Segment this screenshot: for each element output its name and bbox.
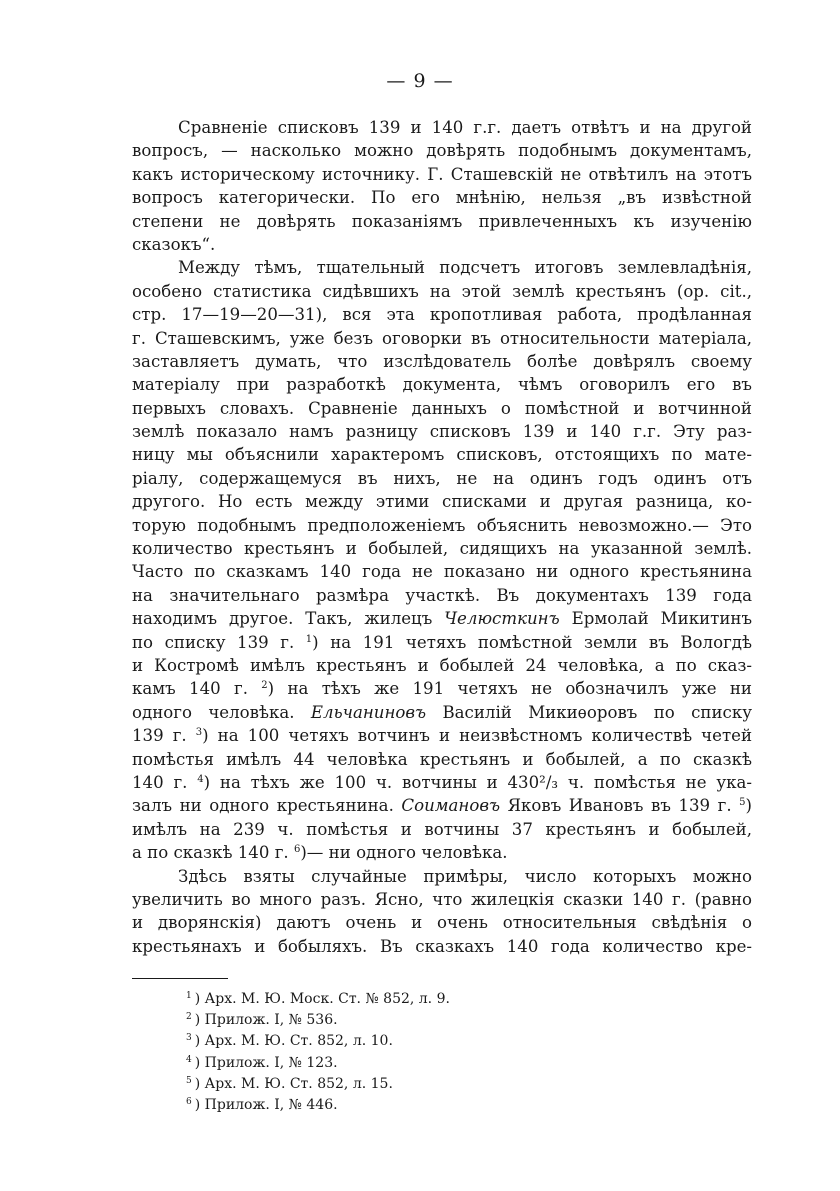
paragraph-1 bbox=[132, 116, 752, 256]
footnotes bbox=[186, 989, 450, 1116]
footnote-text: ) Прилож. I, № 446. bbox=[194, 1097, 338, 1114]
footnote-text: ) Арх. М. Ю. Моск. Ст. № 852, л. 9. bbox=[194, 991, 450, 1007]
footnote-ref: 2 bbox=[261, 680, 268, 692]
text-line bbox=[132, 631, 752, 654]
text-line: увеличить во много разъ. Ясно, что жилецкія сказки 140 г. (равно bbox=[132, 889, 752, 909]
text-line: вопросъ, — насколько можно довѣрять подобнымъ документамъ, bbox=[132, 141, 752, 161]
text-run: Ермолай Микитинъ bbox=[571, 609, 753, 629]
footnote bbox=[186, 1074, 450, 1095]
text-run: ) на 100 четяхъ вотчинъ и неизвѣстномъ количествѣ четей bbox=[202, 726, 753, 746]
footnote-text: ) Арх. М. Ю. Ст. 852, л. 10. bbox=[194, 1033, 393, 1050]
text-run: ) на тѣхъ же 191 четяхъ не обозначилъ уже ни bbox=[267, 679, 752, 699]
page-number: — 9 — bbox=[386, 70, 454, 92]
footnote-ref: 5 bbox=[739, 797, 746, 809]
text-run: камъ 140 г. bbox=[132, 679, 248, 699]
footnote-ref: 1 bbox=[305, 633, 313, 645]
footnote bbox=[186, 1010, 450, 1031]
text-line: количество крестьянъ и бобылей, сидящихъ на указанной землѣ. bbox=[132, 539, 752, 559]
person-name: Челюсткинъ bbox=[444, 609, 560, 629]
text-line: Часто по сказкамъ 140 года не показано ни одного крестьянина bbox=[132, 562, 752, 582]
footnote-ref: 3 bbox=[195, 727, 203, 739]
text-line: степени не довѣрять показаніямъ привлеченныхъ къ изученію bbox=[132, 211, 752, 231]
footnote bbox=[186, 1031, 450, 1052]
text-line: другого. Но есть между этими списками и другая разница, ко- bbox=[132, 492, 752, 512]
text-run: Василій Микиѳоровъ по списку bbox=[442, 702, 752, 722]
footnote-text: ) Прилож. I, № 123. bbox=[194, 1054, 338, 1071]
footnote-ref: 4 bbox=[197, 773, 204, 785]
text-line: на значительнаго размѣра участкѣ. Въ документахъ 139 года bbox=[132, 585, 752, 605]
person-name: Соимановъ bbox=[401, 796, 501, 816]
text-line: особено статистика сидѣвшихъ на этой землѣ крестьянъ (ор. cit., bbox=[132, 281, 752, 301]
text-line bbox=[132, 771, 752, 794]
footnote bbox=[186, 1053, 450, 1074]
text-line: и дворянскія) даютъ очень и очень относительныя свѣдѣнія о bbox=[132, 913, 752, 933]
footnote-text: ) Арх. М. Ю. Ст. 852, л. 15. bbox=[194, 1075, 393, 1092]
text-line: Здѣсь взяты случайные примѣры, число которыхъ можно bbox=[178, 866, 752, 886]
text-run: )— ни одного человѣка. bbox=[300, 843, 508, 863]
footnote-mark: 2 bbox=[186, 1012, 192, 1023]
text-line: землѣ показало намъ разницу списковъ 139 и 140 г.г. Эту раз- bbox=[132, 422, 752, 442]
text-line bbox=[132, 607, 752, 630]
person-name: Ельчаниновъ bbox=[310, 702, 427, 722]
text-run: находимъ другое. Такъ, жилецъ bbox=[132, 609, 433, 629]
paragraph-3 bbox=[132, 865, 752, 959]
text-run: а по сказкѣ 140 г. bbox=[132, 843, 289, 863]
text-run: по списку 139 г. bbox=[132, 632, 295, 652]
text-line: и Костромѣ имѣлъ крестьянъ и бобылей 24 человѣка, а по сказ- bbox=[132, 655, 752, 675]
text-line: вопросъ категорически. По его мнѣнію, нельзя „въ извѣстной bbox=[132, 188, 752, 208]
footnote-mark: 5 bbox=[186, 1075, 192, 1086]
paragraph-2 bbox=[132, 256, 752, 864]
text-line bbox=[132, 841, 752, 864]
text-line: г. Сташевскимъ, уже безъ оговорки въ относительности матеріала, bbox=[132, 328, 752, 348]
text-run: одного человѣка. bbox=[132, 702, 295, 722]
text-line: какъ историческому источнику. Г. Сташевскій не отвѣтилъ на этотъ bbox=[132, 164, 752, 184]
text-line: заставляетъ думать, что изслѣдователь болѣе довѣрялъ своему bbox=[132, 351, 752, 371]
text-line bbox=[132, 677, 752, 700]
text-line: имѣлъ на 239 ч. помѣстья и вотчины 37 крестьянъ и бобылей, bbox=[132, 819, 752, 839]
text-line bbox=[132, 701, 752, 724]
text-line: помѣстья имѣлъ 44 человѣка крестьянъ и бобылей, а по сказкѣ bbox=[132, 749, 752, 769]
text-line: крестьянахъ и бобыляхъ. Въ сказкахъ 140 года количество кре- bbox=[132, 936, 752, 956]
footnote-divider bbox=[132, 978, 228, 979]
text-line: торую подобнымъ предположеніемъ объяснить невозможно.— Это bbox=[132, 515, 752, 535]
text-line: ріалу, содержащемуся въ нихъ, не на одинъ годъ одинъ отъ bbox=[132, 468, 752, 488]
text-run: ) на тѣхъ же 100 ч. вотчины и 430²/₃ ч. помѣстья не ука- bbox=[203, 772, 752, 792]
text-run: ) на 191 четяхъ помѣстной земли въ Вологдѣ bbox=[312, 632, 752, 652]
text-line bbox=[132, 794, 752, 817]
text-line: матеріалу при разработкѣ документа, чѣмъ оговорилъ его въ bbox=[132, 375, 752, 395]
text-line: стр. 17—19—20—31), вся эта кропотливая работа, продѣланная bbox=[132, 305, 752, 325]
text-line: первыхъ словахъ. Сравненіе данныхъ о помѣстной и вотчинной bbox=[132, 398, 752, 418]
footnote-ref: 6 bbox=[293, 844, 301, 856]
text-run: залъ ни одного крестьянина. bbox=[132, 796, 394, 816]
text-line: Между тѣмъ, тщательный подсчетъ итоговъ землевладѣнія, bbox=[178, 258, 752, 278]
text-line: Сравненіе списковъ 139 и 140 г.г. даетъ отвѣтъ и на другой bbox=[178, 118, 752, 137]
text-line bbox=[132, 724, 752, 747]
text-line: сказокъ“. bbox=[132, 234, 216, 254]
footnote-mark: 4 bbox=[186, 1054, 192, 1065]
footnote-mark: 3 bbox=[186, 1033, 192, 1044]
text-line: ницу мы объяснили характеромъ списковъ, отстоящихъ по мате- bbox=[132, 445, 752, 465]
text-run: Яковъ Ивановъ въ 139 г. bbox=[507, 796, 732, 816]
footnote-mark: 1 bbox=[186, 991, 192, 1001]
footnote bbox=[186, 1095, 450, 1116]
footnote bbox=[186, 989, 450, 1010]
text-run: 139 г. bbox=[132, 726, 187, 746]
text-run: ) bbox=[745, 796, 753, 816]
text-run: 140 г. bbox=[132, 772, 188, 792]
footnote-mark: 6 bbox=[186, 1097, 192, 1108]
body-text bbox=[132, 116, 752, 958]
footnote-text: ) Прилож. I, № 536. bbox=[194, 1012, 338, 1029]
